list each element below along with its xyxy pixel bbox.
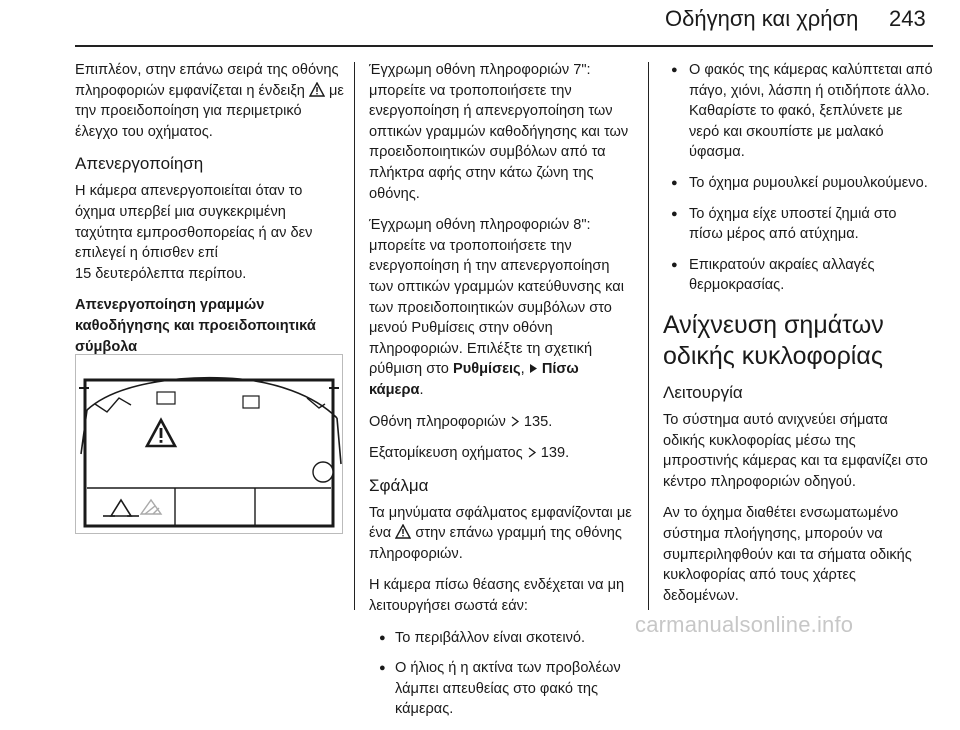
list-item: ● Το περιβάλλον είναι σκοτεινό. bbox=[369, 628, 635, 649]
paragraph: Οθόνη πληροφοριών 135. bbox=[369, 413, 553, 430]
heading-fault: Σφάλμα bbox=[369, 475, 429, 495]
camera-display-figure bbox=[75, 354, 343, 534]
section-title: Ανίχνευση σημάτων οδικής κυκλοφορίας bbox=[663, 310, 884, 370]
menu-arrow-icon bbox=[529, 363, 538, 374]
bullet-list bbox=[663, 60, 933, 296]
column-3 bbox=[663, 60, 933, 617]
paragraph: Τα μηνύματα σφάλματος εμφανίζονται με ένα στην επάνω γραμμή της οθόνης πληροφοριών. bbox=[369, 504, 632, 562]
heading-deactivation: Απενεργοποίηση bbox=[75, 154, 204, 174]
heading-guidelines: Απενεργοποίηση γραμμών καθοδήγησης και προειδοποιητικά σύμβολα bbox=[75, 297, 316, 355]
list-item: ● Ο ήλιος ή η ακτίνα των προβολέων λάμπει απευθείας στο φακό της κάμερας. bbox=[369, 658, 635, 720]
column-2 bbox=[369, 60, 635, 730]
page-number: 243 bbox=[889, 6, 926, 31]
page-ref-icon bbox=[527, 447, 537, 458]
list-item: ● Το όχημα ρυμουλκεί ρυμουλκούμενο. bbox=[663, 173, 933, 194]
column-divider-1 bbox=[354, 62, 355, 610]
column-divider-2 bbox=[648, 62, 649, 610]
warning-triangle-icon bbox=[395, 524, 411, 539]
list-item: ● Επικρατούν ακραίες αλλαγές θερμοκρασίας. bbox=[663, 255, 933, 296]
paragraph: Η κάμερα απενεργοποιείται όταν το όχημα υπερβεί μια συγκεκριμένη ταχύτητα εμπροσθοπορείας ή αν δεν επιλεγεί η όπισθεν επί 15 δευτερόλεπτα περίπου. bbox=[75, 183, 313, 282]
list-item: ● Το όχημα είχε υποστεί ζημιά στο πίσω μέρος από ατύχημα. bbox=[663, 204, 933, 245]
header-rule bbox=[75, 45, 933, 47]
warning-triangle-icon bbox=[309, 82, 325, 97]
column-1 bbox=[75, 60, 345, 365]
paragraph: Αν το όχημα διαθέτει ενσωματωμένο σύστημα πλοήγησης, μπορούν να συμπεριληφθούν και τα σήματα οδικής κυκλοφορίας από τους χάρτες δεδομένων. bbox=[663, 505, 912, 604]
paragraph: Επιπλέον, στην επάνω σειρά της οθόνης πληροφοριών εμφανίζεται η ένδειξη με την προειδοποίηση για περιμετρικό έλεγχο του οχήματος. bbox=[75, 62, 344, 140]
page-ref-icon bbox=[510, 416, 520, 427]
paragraph: Εξατομίκευση οχήματος 139. bbox=[369, 445, 570, 462]
paragraph: Έγχρωμη οθόνη πληροφοριών 7": μπορείτε να τροποποιήσετε την ενεργοποίηση ή απενεργοποίηση των οπτικών γραμμών καθοδήγησης και των προειδοποιητικών συμβόλων από τα πλήκτρα αφής στην κάτω ζώνη της οθόνης. bbox=[369, 62, 629, 202]
list-item: ● Ο φακός της κάμερας καλύπτεται από πάγο, χιόνι, λάσπη ή οτιδήποτε άλλο. Καθαρίστε το φακό, ξεπλύνετε με νερό και σκουπίστε με μαλακό ύφασμα. bbox=[663, 60, 933, 163]
paragraph: Το σύστημα αυτό ανιχνεύει σήματα οδικής κυκλοφορίας μέσω της μπροστινής κάμερας και τα εμφανίζει στο κέντρο πληροφοριών οδηγού. bbox=[663, 411, 928, 490]
header-title: Οδήγηση και χρήση bbox=[665, 6, 859, 31]
watermark: carmanualsonline.info bbox=[635, 612, 854, 637]
paragraph: Η κάμερα πίσω θέασης ενδέχεται να μη λειτουργήσει σωστά εάν: bbox=[369, 577, 625, 615]
heading-function: Λειτουργία bbox=[663, 382, 743, 402]
paragraph: Έγχρωμη οθόνη πληροφοριών 8": μπορείτε να τροποποιήσετε την ενεργοποίηση ή την απενεργοποίηση των οπτικών γραμμών κατεύθυνσης και των προειδοποιητικών συμβόλων στο μενού Ρυθμίσεις στην οθόνη πληροφοριών. Επιλέξτε τη σχετική ρύθμιση στο Ρυθμίσεις, Πίσω κάμερα. bbox=[369, 217, 624, 398]
